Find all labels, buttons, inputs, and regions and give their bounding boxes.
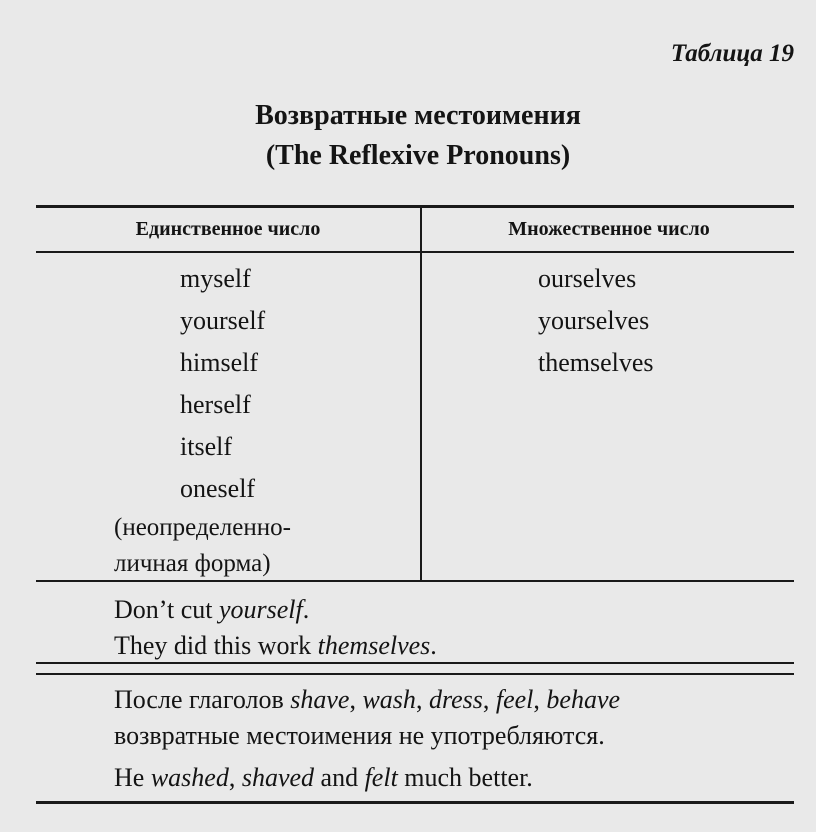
- examples-bottom-rule-b: [36, 673, 794, 675]
- rule-verb: feel: [495, 685, 534, 714]
- list-item: yourselves: [538, 306, 650, 335]
- rule-text: ,: [533, 685, 547, 714]
- rule-text: После глаголов: [114, 685, 291, 714]
- example-pronoun: themselves: [317, 631, 431, 660]
- example-text: Don’t cut: [114, 595, 219, 624]
- rule-text: and: [314, 763, 365, 792]
- rule-text: ,: [228, 763, 242, 792]
- rule-verb: dress: [428, 685, 483, 714]
- header-plural: Множественное число: [508, 218, 710, 240]
- title-line-2: (The Reflexive Pronouns): [265, 140, 571, 171]
- rule-line-2: возвратные местоимения не употребляются.: [114, 721, 605, 750]
- rule-verb: shaved: [241, 763, 315, 792]
- example-pronoun: yourself: [218, 595, 303, 624]
- table-bottom-rule: [36, 801, 794, 804]
- list-item: oneself: [180, 474, 256, 503]
- rule-text: ,: [415, 685, 429, 714]
- rule-verb: behave: [546, 685, 621, 714]
- singular-note: [114, 510, 291, 582]
- list-item: itself: [180, 432, 232, 461]
- rule-verb: shave: [290, 685, 350, 714]
- list-item: himself: [180, 348, 258, 377]
- list-item: herself: [180, 390, 251, 419]
- rule-verb: washed: [150, 763, 229, 792]
- header-bottom-rule: [36, 251, 794, 253]
- note-line-2: личная форма): [114, 550, 271, 577]
- list-item: yourself: [180, 306, 266, 335]
- list-item: myself: [180, 264, 251, 293]
- column-divider: [420, 206, 422, 580]
- header-singular: Единственное число: [135, 218, 321, 240]
- title-line-1: Возвратные местоимения: [255, 100, 581, 131]
- table-top-rule: [36, 205, 794, 208]
- example-text: They did this work: [114, 631, 318, 660]
- plural-list: [538, 258, 654, 384]
- rule-example: [114, 760, 533, 796]
- rule-text: much better.: [397, 763, 533, 792]
- note-line-1: (неопределенно-: [114, 514, 291, 541]
- example-line-2: [114, 628, 437, 664]
- rule-text: ,: [482, 685, 496, 714]
- rule-verb: wash: [362, 685, 416, 714]
- example-text: .: [302, 595, 310, 624]
- list-item: ourselves: [538, 264, 637, 293]
- table-number: Таблица 19: [670, 40, 794, 67]
- example-text: .: [430, 631, 437, 660]
- rule-verb: felt: [364, 763, 398, 792]
- list-item: themselves: [538, 348, 654, 377]
- example-line-1: [114, 592, 309, 628]
- rule-line-1: [114, 682, 620, 718]
- table-title: [0, 96, 816, 176]
- rule-text: He: [114, 763, 151, 792]
- rule-text: ,: [349, 685, 363, 714]
- singular-list: [180, 258, 265, 510]
